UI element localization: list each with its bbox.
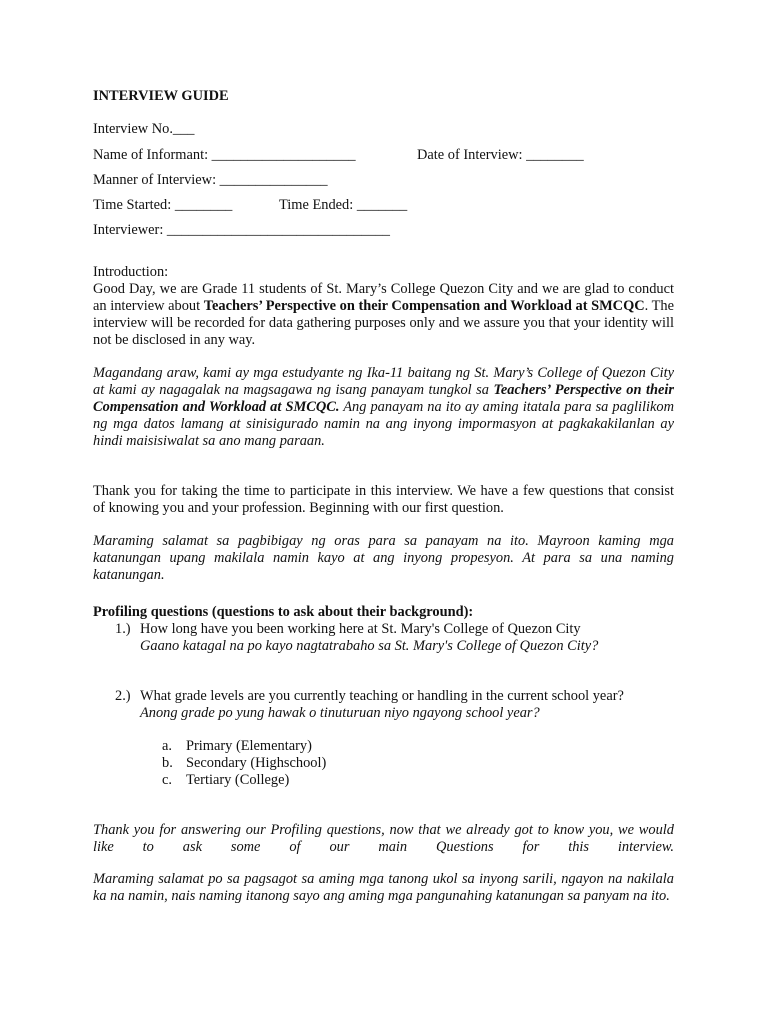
- intro-fil-text-1: Magandang araw, kami ay mga estudyante ng Ika-11 baitang ng St. Mary’s College of Quezon City at kami ay nagagalak na magsagawa ng isang panayam tungkol sa: [93, 365, 674, 398]
- intro-en-text-2: . The interview will be recorded for data gathering purposes only and we assure you that your identity will not be disclosed in any way.: [93, 298, 674, 348]
- option-letter: a.: [162, 738, 172, 754]
- intro-en-text-1: Good Day, we are Grade 11 students of St. Mary’s College Quezon City and we are glad to conduct an interview about: [93, 281, 674, 314]
- question-number: 2.): [115, 688, 131, 704]
- time-ended-field: Time Ended: _______: [279, 197, 408, 213]
- document-title: INTERVIEW GUIDE: [93, 88, 229, 104]
- option-letter: b.: [162, 755, 173, 771]
- profiling-heading: Profiling questions (questions to ask about their background):: [93, 604, 474, 620]
- option-text: Primary (Elementary): [186, 738, 312, 754]
- introduction-english: [93, 281, 674, 349]
- question-filipino: Anong grade po yung hawak o tinuturuan niyo ngayong school year?: [140, 705, 540, 721]
- intro-fil-bold: Teachers’ Perspective on their Compensation and Workload at SMCQC.: [93, 382, 674, 415]
- intro-en-bold: Teachers’ Perspective on their Compensation and Workload at SMCQC: [203, 298, 645, 314]
- interviewer-field: Interviewer: _______________________________: [93, 222, 390, 238]
- question-english: How long have you been working here at St. Mary's College of Quezon City: [140, 621, 581, 637]
- option-text: Secondary (Highschool): [186, 755, 327, 771]
- time-started-field: Time Started: ________: [93, 197, 233, 213]
- thanks-english: Thank you for taking the time to participate in this interview. We have a few questions that consist of knowing you and your profession. Beginning with our first question.: [93, 483, 674, 516]
- intro-fil-text-2: Ang panayam na ito ay aming itatala para sa paglilikom ng mga datos lamang at sinisigurado namin na ang inyong impormasyon at pagkakakilanlan ay hindi maisisiwalat sa ano mang paraan.: [93, 399, 674, 449]
- interview-manner-field: Manner of Interview: _______________: [93, 172, 328, 188]
- option-letter: c.: [162, 772, 172, 788]
- question-number: 1.): [115, 621, 131, 637]
- informant-name-field: Name of Informant: ____________________: [93, 147, 356, 163]
- question-filipino: Gaano katagal na po kayo nagtatrabaho sa St. Mary's College of Quezon City?: [140, 638, 599, 654]
- thanks-filipino: Maraming salamat sa pagbibigay ng oras para sa panayam na ito. Mayroon kaming mga katanungan upang makilala namin kayo at ang inyong propesyon. At para sa una naming katanungan.: [93, 533, 674, 583]
- introduction-filipino: [93, 365, 674, 450]
- closing-english: Thank you for answering our Profiling questions, now that we already got to know you, we would like to ask some of our main Questions for this interview.: [93, 822, 674, 855]
- closing-filipino: Maraming salamat po sa pagsagot sa aming mga tanong ukol sa inyong sarili, ngayon na nakilala ka na namin, nais naming itanong sayo ang aming mga pangunahing katanungan sa panyam na ito.: [93, 871, 674, 904]
- introduction-label: Introduction:: [93, 264, 169, 280]
- option-text: Tertiary (College): [186, 772, 290, 788]
- question-english: What grade levels are you currently teaching or handling in the current school year?: [140, 688, 624, 704]
- interview-date-field: Date of Interview: ________: [417, 147, 584, 163]
- interview-number-field: Interview No.___: [93, 121, 195, 137]
